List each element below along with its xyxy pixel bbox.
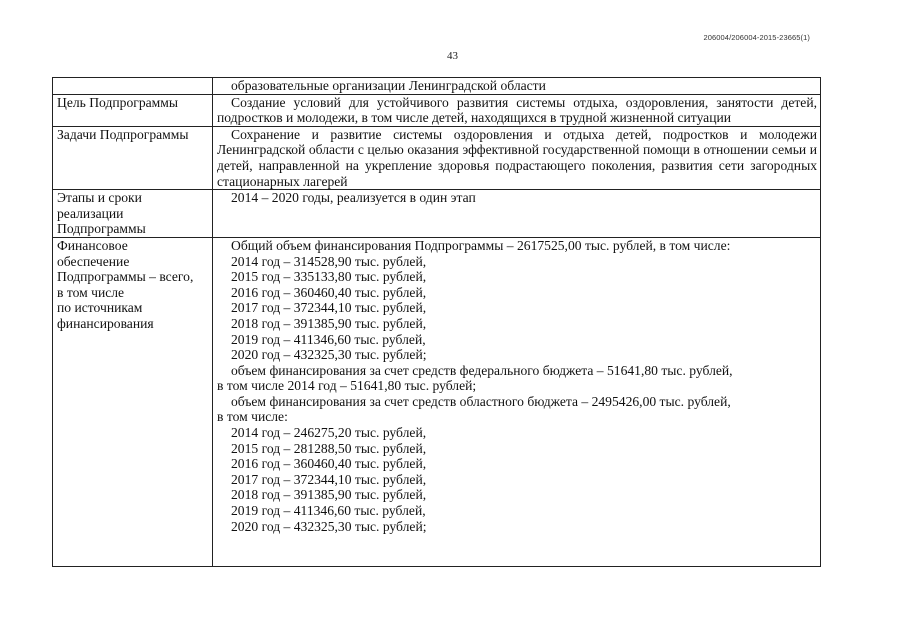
finance-total-text: Общий объем финансирования Подпрограммы – 2617525,00 тыс. рублей, в том числе: <box>231 237 731 253</box>
row-label-cell <box>53 78 213 95</box>
document-id: 206004/206004-2015-23665(1) <box>703 33 810 42</box>
total-year-line: 2014 год – 314528,90 тыс. рублей, <box>231 253 427 269</box>
federal-budget-text-cont: в том числе 2014 год – 51641,80 тыс. рублей; <box>217 378 477 394</box>
table-row <box>53 78 821 95</box>
regional-year-line: 2020 год – 432325,30 тыс. рублей; <box>231 518 427 534</box>
regional-budget-text-cont: в том числе: <box>217 409 288 425</box>
row-content-cell <box>213 78 821 95</box>
goal-label: Цель Подпрограммы <box>53 94 213 126</box>
finance-label-cell <box>53 237 213 566</box>
finance-label-line: в том числе <box>57 284 125 300</box>
total-year-line: 2015 год – 335133,80 тыс. рублей, <box>231 269 427 285</box>
stages-label-line: реализации <box>57 205 124 221</box>
regional-budget-text: объем финансирования за счет средств областного бюджета – 2495426,00 тыс. рублей, <box>231 393 731 409</box>
finance-label-line: по источникам <box>57 300 143 316</box>
total-year-line: 2020 год – 432325,30 тыс. рублей; <box>231 347 427 363</box>
table-row <box>53 190 821 238</box>
row-content-cell <box>213 190 821 238</box>
stages-text: 2014 – 2020 годы, реализуется в один этап <box>231 190 476 206</box>
regional-year-line: 2016 год – 360460,40 тыс. рублей, <box>231 456 427 472</box>
regional-year-line: 2017 год – 372344,10 тыс. рублей, <box>231 471 427 487</box>
finance-label-line: Подпрограммы – всего, <box>57 269 194 285</box>
row-content-cell <box>213 94 821 126</box>
tasks-text: Сохранение и развитие системы оздоровления и отдыха детей, подростков и молодежи Ленинградской области с целью оказания эффективной государственной помощи в отношении семьи и детей, направленной на укрепление здоровья подрастающего поколения, развития сети загородных стационарных лагерей <box>217 126 817 189</box>
page-number: 43 <box>447 50 458 62</box>
regional-year-line: 2019 год – 411346,60 тыс. рублей, <box>231 503 426 519</box>
finance-label-line: Финансовое <box>57 237 128 253</box>
table-row <box>53 126 821 189</box>
total-year-line: 2017 год – 372344,10 тыс. рублей, <box>231 300 427 316</box>
organizations-text: образовательные организации Ленинградской области <box>231 78 546 93</box>
table-row <box>53 94 821 126</box>
regional-year-line: 2014 год – 246275,20 тыс. рублей, <box>231 425 427 441</box>
stages-label-line: Этапы и сроки <box>57 190 142 206</box>
row-content-cell <box>213 237 821 566</box>
tasks-label: Задачи Подпрограммы <box>53 126 213 189</box>
stages-label-cell <box>53 190 213 238</box>
finance-label-line: обеспечение <box>57 253 130 269</box>
total-year-line: 2016 год – 360460,40 тыс. рублей, <box>231 284 427 300</box>
finance-label-line: финансирования <box>57 315 154 331</box>
total-year-line: 2018 год – 391385,90 тыс. рублей, <box>231 315 427 331</box>
stages-label-line: Подпрограммы <box>57 221 146 237</box>
goal-text: Создание условий для устойчивого развития системы отдыха, оздоровления, занятости детей, подростков и молодежи, в том числе детей, находящихся в трудной жизненной ситуации <box>217 94 817 126</box>
regional-year-line: 2015 год – 281288,50 тыс. рублей, <box>231 440 427 456</box>
federal-budget-text: объем финансирования за счет средств федерального бюджета – 51641,80 тыс. рублей, <box>231 362 733 378</box>
row-content-cell <box>213 126 821 189</box>
table-row <box>53 237 821 566</box>
regional-year-line: 2018 год – 391385,90 тыс. рублей, <box>231 487 427 503</box>
subprogram-passport-table <box>52 77 821 567</box>
total-year-line: 2019 год – 411346,60 тыс. рублей, <box>231 331 426 347</box>
